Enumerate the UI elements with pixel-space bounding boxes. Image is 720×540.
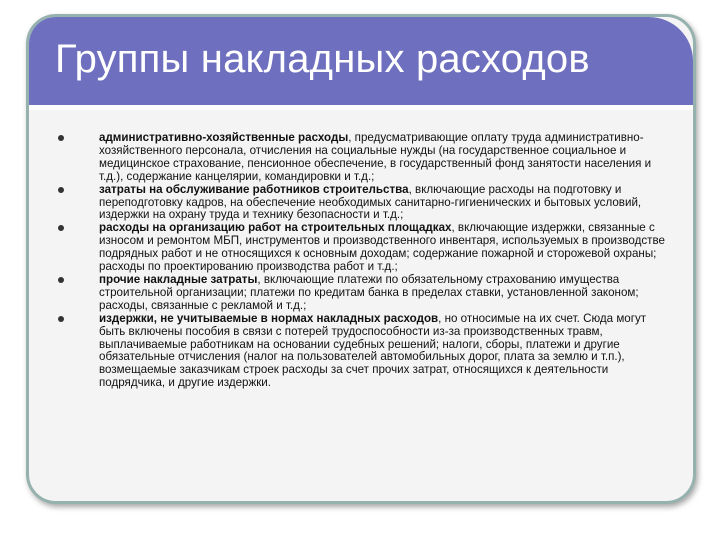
list-item-text — [99, 273, 639, 312]
slide-frame — [26, 14, 696, 504]
bullet-dot-icon — [58, 187, 64, 193]
list-item-term: расходы на организацию работ на строительных площадках — [99, 221, 452, 235]
list-item-term: административно-хозяйственные расходы — [99, 131, 349, 144]
list-item-text — [99, 221, 665, 273]
title-bar — [29, 17, 693, 110]
list-item-text — [99, 312, 646, 390]
list-item-description: , предусматривающие оплату труда административно-хозяйственного персонала, отчисления на социальные нужды (на государственное социальное и медицинское страхование, пенсионное обеспечение, в государственный фонд занятости населения и т.д.), содержание канцелярии, командировки и т.д.; — [99, 131, 652, 183]
list-item-description: , включающие расходы на подготовку и переподготовку кадров, на обеспечение необходимых санитарно-гигиенических и бытовых условий, издержки на охрану труда и технику безопасности и т.д.; — [99, 182, 642, 222]
bullet-dot-icon — [58, 225, 64, 231]
list-item — [55, 222, 670, 274]
bullet-dot-icon — [58, 277, 64, 283]
list-item — [55, 132, 670, 184]
list-item-description: , включающие платежи по обязательному страхованию имущества строительной организации; платежи по кредитам банка в пределах ставки, установленной законом; расходы, связанные с рекламой и т.д.; — [99, 272, 639, 312]
list-item-term: издержки, не учитываемые в нормах накладных расходов — [99, 311, 439, 325]
list-item — [55, 313, 670, 390]
bullet-dot-icon — [58, 316, 64, 322]
list-item-term: прочие накладные затраты — [99, 272, 258, 286]
list-item — [55, 184, 670, 223]
list-item-text — [99, 131, 651, 183]
list-item-description: , но относимые на их счет. Сюда могут быть включены пособия в связи с потерей трудоспособности из-за производственных травм, выплачиваемые работникам на основании судебных решений; налоги, сборы, платежи и другие обязательные отчисления (налог на пользователей автомобильных дорог, плата за землю и т.п.), возмещаемые заказчикам строек расходы за счет прочих затрат, относящихся к деятельности подрядчика, и другие издержки. — [99, 311, 647, 390]
list-item-term: затраты на обслуживание работников строительства — [99, 182, 409, 196]
list-item-description: , включающие издержки, связанные с износом и ремонтом МБП, инструментов и производственного инвентаря, используемых в производстве подрядных работ и не относящихся к основным доходам; содержание пожарной и сторожевой охраны; расходы по проектированию производства работ и т.д.; — [99, 221, 665, 274]
list-item — [55, 274, 670, 313]
list-item-text — [99, 183, 641, 222]
slide-title: Группы накладных расходов — [55, 37, 590, 81]
bullet-dot-icon — [58, 135, 64, 141]
bullet-list — [55, 132, 670, 390]
